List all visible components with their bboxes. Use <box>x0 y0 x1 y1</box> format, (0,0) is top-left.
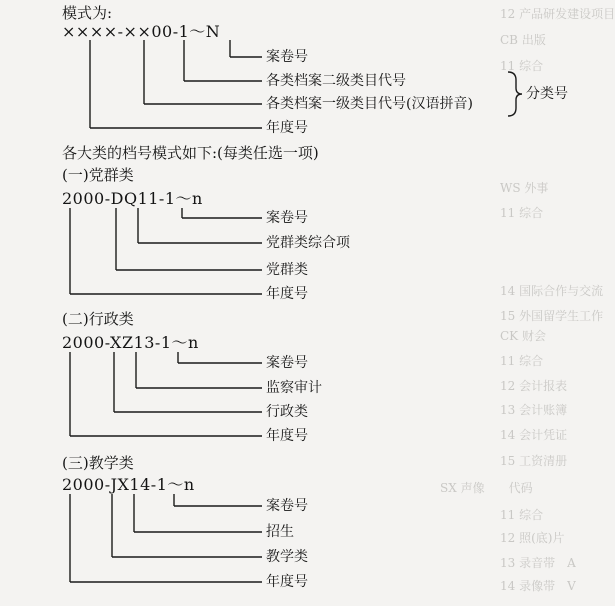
section-code: 2000-JX14-1～n <box>62 475 195 494</box>
section-label: 行政类 <box>266 404 308 420</box>
bleed-through-text: 11 综合 <box>500 508 544 522</box>
bleed-through-text: 12 照(底)片 <box>500 531 565 545</box>
bleed-through-text: 14 录像带 V <box>500 579 576 593</box>
bleed-through-text: 15 工资清册 <box>500 454 568 468</box>
section-label: 党群类综合项 <box>266 235 350 251</box>
bleed-through-text: 14 会计凭证 <box>500 428 568 442</box>
section-heading: (三)教学类 <box>62 454 134 472</box>
bleed-through-text: WS 外事 <box>500 181 549 195</box>
pattern-title: 模式为: <box>62 4 113 22</box>
section-label: 党群类 <box>266 262 308 278</box>
label-level2-code: 各类档案二级类目代号 <box>266 73 406 89</box>
bleed-through-text: 13 录音带 A <box>500 556 576 570</box>
section-label: 教学类 <box>266 549 308 565</box>
intro-text: 各大类的档号模式如下:(每类任选一项) <box>62 144 319 162</box>
section-label: 年度号 <box>266 286 308 302</box>
section-heading: (二)行政类 <box>62 310 134 328</box>
label-classification-group: 分类号 <box>526 86 568 102</box>
section-label: 案卷号 <box>266 498 308 514</box>
bleed-through-text: 11 综合 <box>500 206 544 220</box>
bleed-through-text: 11 综合 <box>500 354 544 368</box>
pattern-code: ××××-××00-1～N <box>62 22 221 41</box>
section-heading: (一)党群类 <box>62 166 134 184</box>
section-label: 案卷号 <box>266 210 308 226</box>
section-label: 案卷号 <box>266 355 308 371</box>
bleed-through-text: CB 出版 <box>500 33 546 47</box>
section-label: 年度号 <box>266 428 308 444</box>
bleed-through-text: 14 国际合作与交流 <box>500 284 604 298</box>
bleed-through-text: 11 综合 <box>500 59 544 73</box>
bleed-through-text: 13 会计账簿 <box>500 403 568 417</box>
bleed-through-text: 12 产品研发建设项目 <box>500 7 615 21</box>
bleed-through-text: 15 外国留学生工作 <box>500 309 604 323</box>
section-code: 2000-DQ11-1～n <box>62 189 203 208</box>
section-label: 年度号 <box>266 574 308 590</box>
label-level1-code: 各类档案一级类目代号(汉语拼音) <box>266 96 473 112</box>
section-label: 招生 <box>266 524 294 540</box>
bleed-through-text: SX 声像 代码 <box>440 481 533 495</box>
label-file-no: 案卷号 <box>266 49 308 65</box>
bleed-through-text: 12 会计报表 <box>500 379 568 393</box>
section-label: 监察审计 <box>266 380 322 396</box>
label-year: 年度号 <box>266 120 308 136</box>
section-code: 2000-XZ13-1～n <box>62 333 199 352</box>
bleed-through-text: CK 财会 <box>500 329 546 343</box>
